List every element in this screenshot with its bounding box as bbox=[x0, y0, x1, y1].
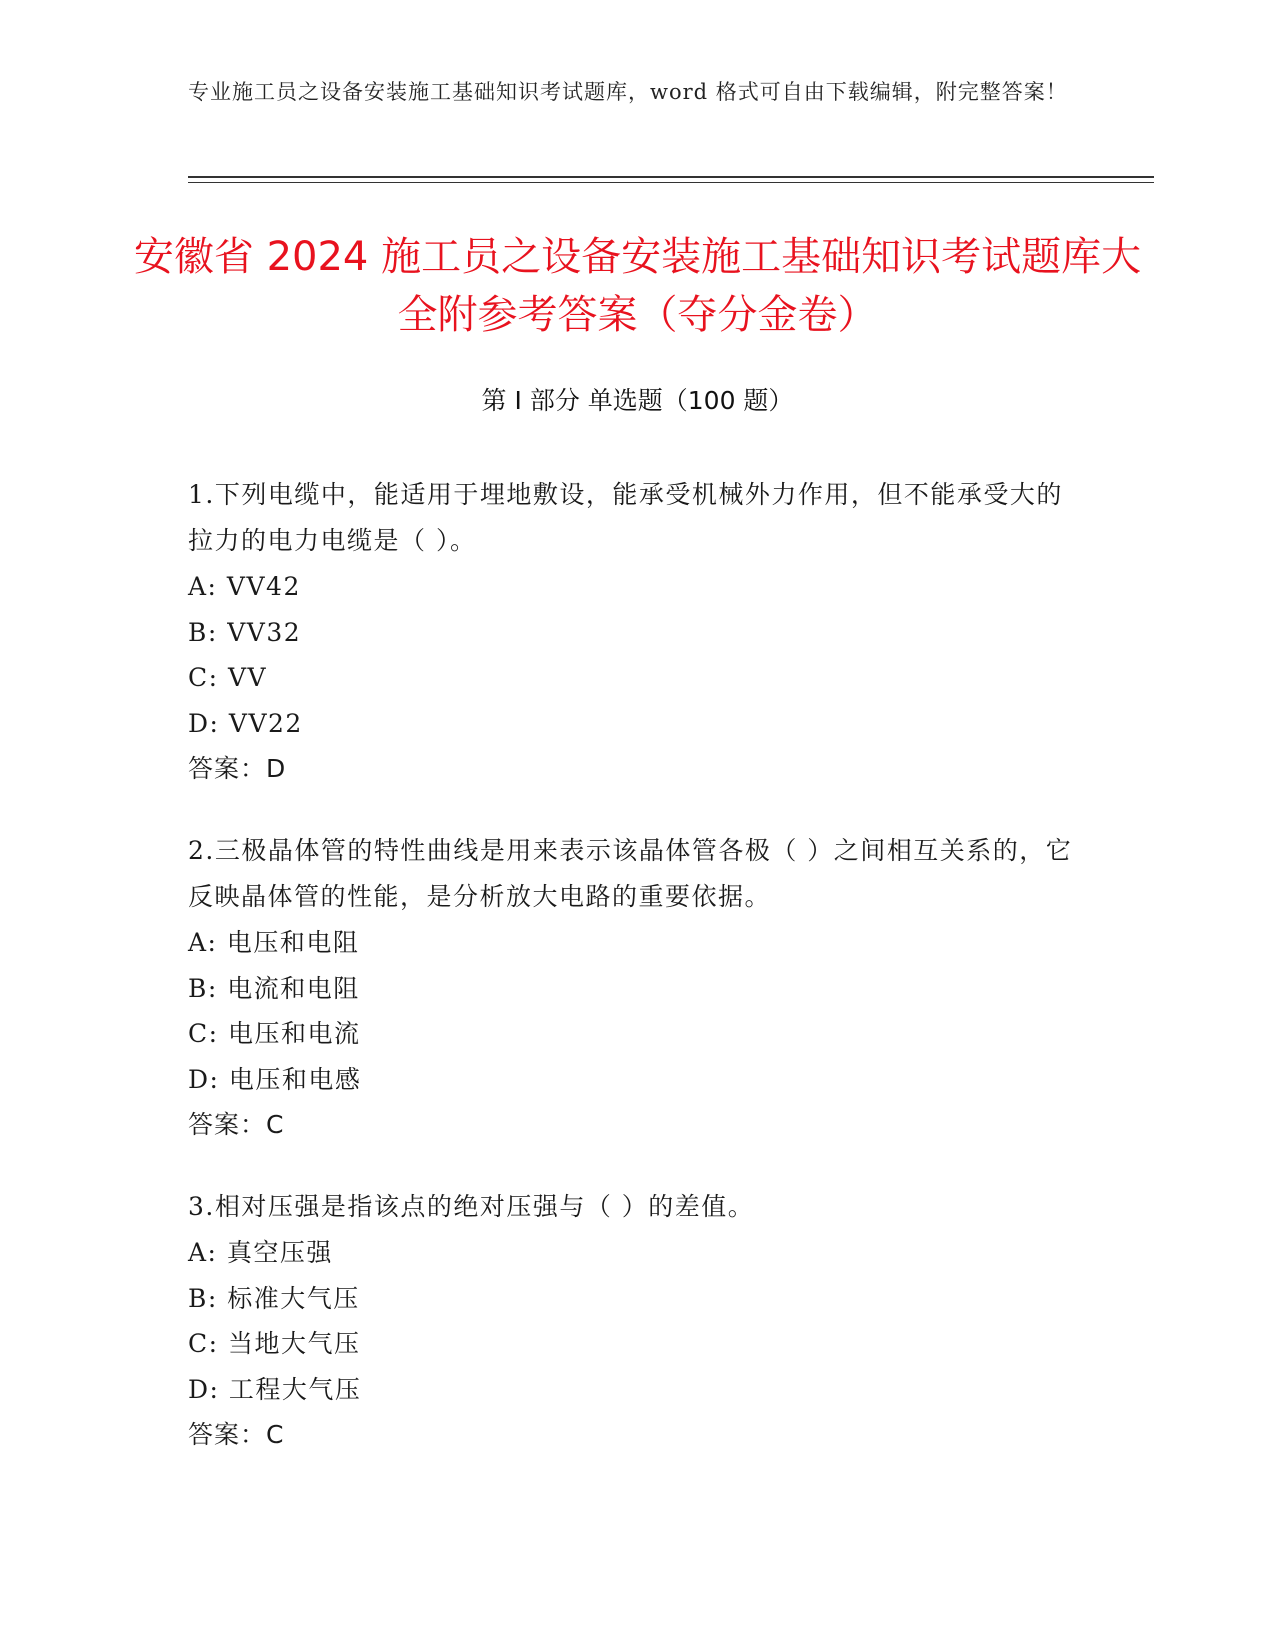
header-divider-thin bbox=[188, 182, 1154, 183]
document-title: 安徽省 2024 施工员之设备安装施工基础知识考试题库大全附参考答案（夺分金卷） bbox=[133, 234, 1142, 338]
option-d: D: 工程大气压 bbox=[188, 1374, 362, 1404]
option-d: D: VV22 bbox=[188, 708, 303, 738]
option-c: C: 电压和电流 bbox=[188, 1019, 361, 1048]
answer-line: 答案：C bbox=[188, 1110, 285, 1139]
option-b: B: 电流和电阻 bbox=[188, 973, 360, 1003]
answer-line: 答案：C bbox=[188, 1420, 285, 1449]
option-b: B: VV32 bbox=[188, 617, 302, 647]
question-item bbox=[188, 828, 1088, 1148]
option-a: A: 电压和电阻 bbox=[188, 928, 360, 957]
header-note: 专业施工员之设备安装施工基础知识考试题库，word 格式可自由下载编辑，附完整答案！ bbox=[188, 80, 1068, 104]
option-c: C: VV bbox=[188, 663, 268, 692]
header-divider-thick bbox=[188, 176, 1154, 178]
option-d: D: 电压和电感 bbox=[188, 1064, 362, 1094]
option-a: A: VV42 bbox=[188, 572, 301, 601]
question-stem: 2.三极晶体管的特性曲线是用来表示该晶体管各极（ ）之间相互关系的，它反映晶体管的性能，是分析放大电路的重要依据。 bbox=[188, 836, 1073, 911]
question-stem: 1.下列电缆中，能适用于埋地敷设，能承受机械外力作用，但不能承受大的拉力的电力电缆是（ ）。 bbox=[188, 480, 1063, 555]
question-item bbox=[188, 1184, 1088, 1458]
option-b: B: 标准大气压 bbox=[188, 1283, 360, 1313]
question-item bbox=[188, 472, 1088, 792]
question-stem: 3.相对压强是指该点的绝对压强与（ ）的差值。 bbox=[188, 1192, 755, 1221]
question-list bbox=[188, 472, 1088, 1494]
section-title: 第 I 部分 单选题（100 题） bbox=[481, 386, 794, 415]
answer-line: 答案：D bbox=[188, 754, 287, 783]
option-c: C: 当地大气压 bbox=[188, 1329, 361, 1358]
option-a: A: 真空压强 bbox=[188, 1238, 333, 1267]
